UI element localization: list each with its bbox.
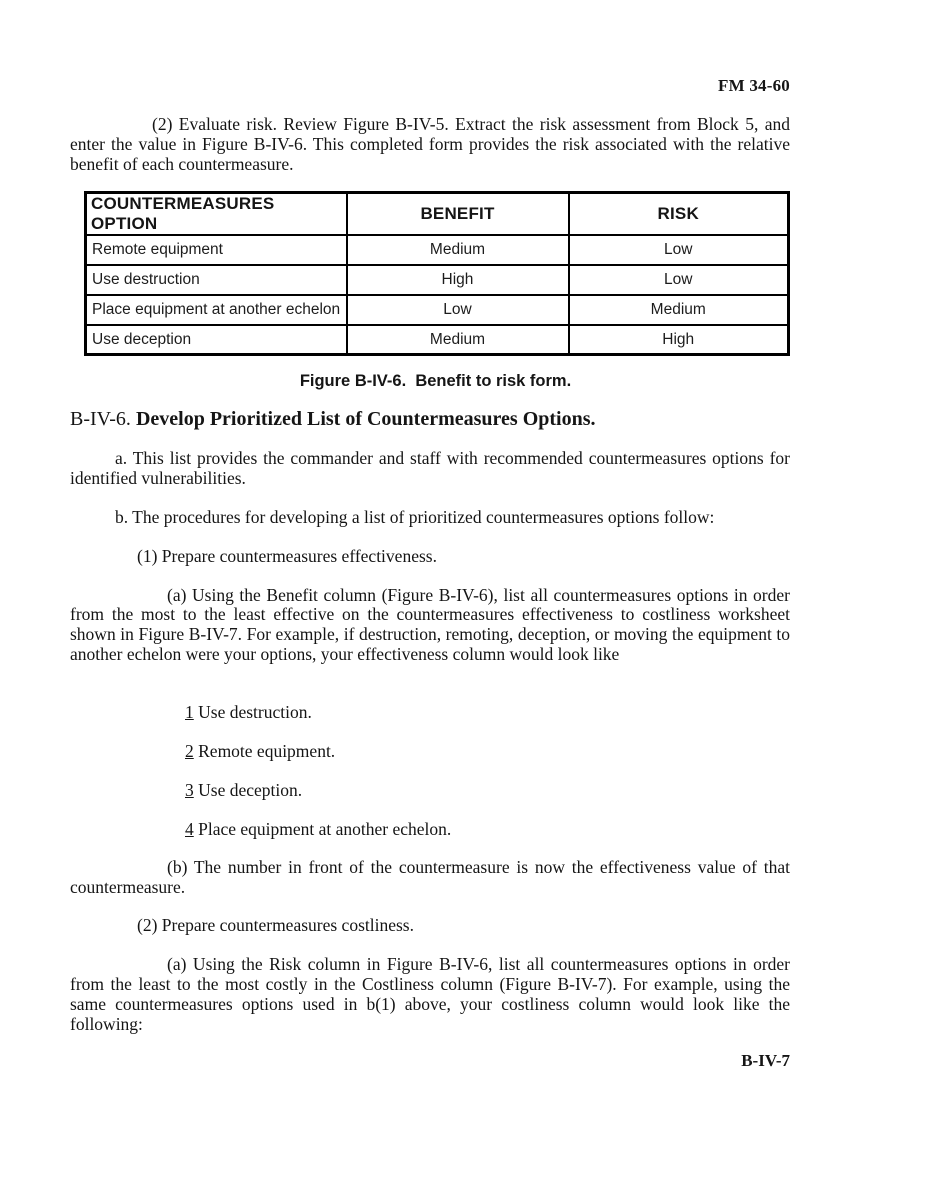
paragraph-evaluate-risk: (2) Evaluate risk. Review Figure B-IV-5. Extract the risk assessment from Block 5, and enter the value in Figure B-IV-6. This completed form provides the risk associated with the relative benefit of each countermeasure. bbox=[70, 114, 790, 174]
paragraph-b-number-in-front: (b) The number in front of the countermeasure is now the effectiveness value of that countermeasure. bbox=[70, 856, 790, 897]
table-header-row bbox=[86, 193, 789, 235]
list-item-text: Use deception. bbox=[198, 779, 303, 800]
page-header bbox=[70, 76, 790, 96]
list-item-number: 2 bbox=[185, 740, 194, 761]
list-item-text: Remote equipment. bbox=[198, 740, 336, 761]
column-header-risk: RISK bbox=[569, 193, 789, 235]
table-row bbox=[86, 325, 789, 355]
paragraph-a-using-benefit: (a) Using the Benefit column (Figure B-IV-6), list all countermeasures options in order from the most to the least effective on the countermeasures effectiveness to costliness worksheet shown in Figure B-IV-7. For example, if destruction, remoting, deception, or moving the equipment to another echelon were your options, your effectiveness column would look like bbox=[70, 584, 790, 665]
cell-option: Use destruction bbox=[86, 265, 347, 295]
page-footer bbox=[70, 1051, 790, 1071]
cell-benefit: High bbox=[347, 265, 569, 295]
column-header-countermeasures-option: COUNTERMEASURES OPTION bbox=[86, 193, 347, 235]
cell-option: Use deception bbox=[86, 325, 347, 355]
column-header-benefit: BENEFIT bbox=[347, 193, 569, 235]
list-item-number: 1 bbox=[185, 701, 194, 722]
manual-number: FM 34-60 bbox=[718, 76, 790, 95]
table-row bbox=[86, 235, 789, 265]
list-item bbox=[185, 702, 790, 722]
benefit-risk-table bbox=[84, 191, 790, 356]
table-row bbox=[86, 265, 789, 295]
cell-benefit: Low bbox=[347, 295, 569, 325]
list-item bbox=[185, 741, 790, 761]
paragraph-2-prepare-costliness: (2) Prepare countermeasures costliness. bbox=[137, 915, 414, 936]
paragraph-a-list-provides: a. This list provides the commander and staff with recommended countermeasures options for identified vulnerabilities. bbox=[70, 448, 790, 489]
cell-risk: Medium bbox=[569, 295, 789, 325]
cell-option: Place equipment at another echelon bbox=[86, 295, 347, 325]
list-item-text: Use destruction. bbox=[198, 701, 312, 722]
list-item bbox=[185, 819, 790, 839]
paragraph-b-procedures: b. The procedures for developing a list of prioritized countermeasures options follow: bbox=[115, 507, 715, 528]
figure-caption: Figure B-IV-6. Benefit to risk form. bbox=[299, 372, 572, 391]
page-number: B-IV-7 bbox=[741, 1051, 790, 1071]
section-title: Develop Prioritized List of Countermeasures Options. bbox=[135, 408, 596, 431]
cell-risk: High bbox=[569, 325, 789, 355]
cell-risk: Low bbox=[569, 235, 789, 265]
list-item-text: Place equipment at another echelon. bbox=[198, 818, 452, 839]
paragraph-a-using-risk: (a) Using the Risk column in Figure B-IV-6, list all countermeasures options in order from the least to the most costly in the Costliness column (Figure B-IV-7). For example, using the same countermeasures options used in b(1) above, your costliness column would look like the following: bbox=[70, 954, 790, 1034]
cell-benefit: Medium bbox=[347, 325, 569, 355]
section-heading bbox=[70, 408, 790, 430]
list-item-number: 3 bbox=[185, 779, 194, 800]
cell-risk: Low bbox=[569, 265, 789, 295]
table-row bbox=[86, 295, 789, 325]
list-item bbox=[185, 780, 790, 800]
list-item-number: 4 bbox=[185, 818, 194, 839]
paragraph-1-prepare-effectiveness: (1) Prepare countermeasures effectiveness. bbox=[137, 545, 437, 566]
cell-benefit: Medium bbox=[347, 235, 569, 265]
section-number: B-IV-6. bbox=[70, 408, 131, 431]
cell-option: Remote equipment bbox=[86, 235, 347, 265]
effectiveness-list bbox=[70, 702, 790, 839]
